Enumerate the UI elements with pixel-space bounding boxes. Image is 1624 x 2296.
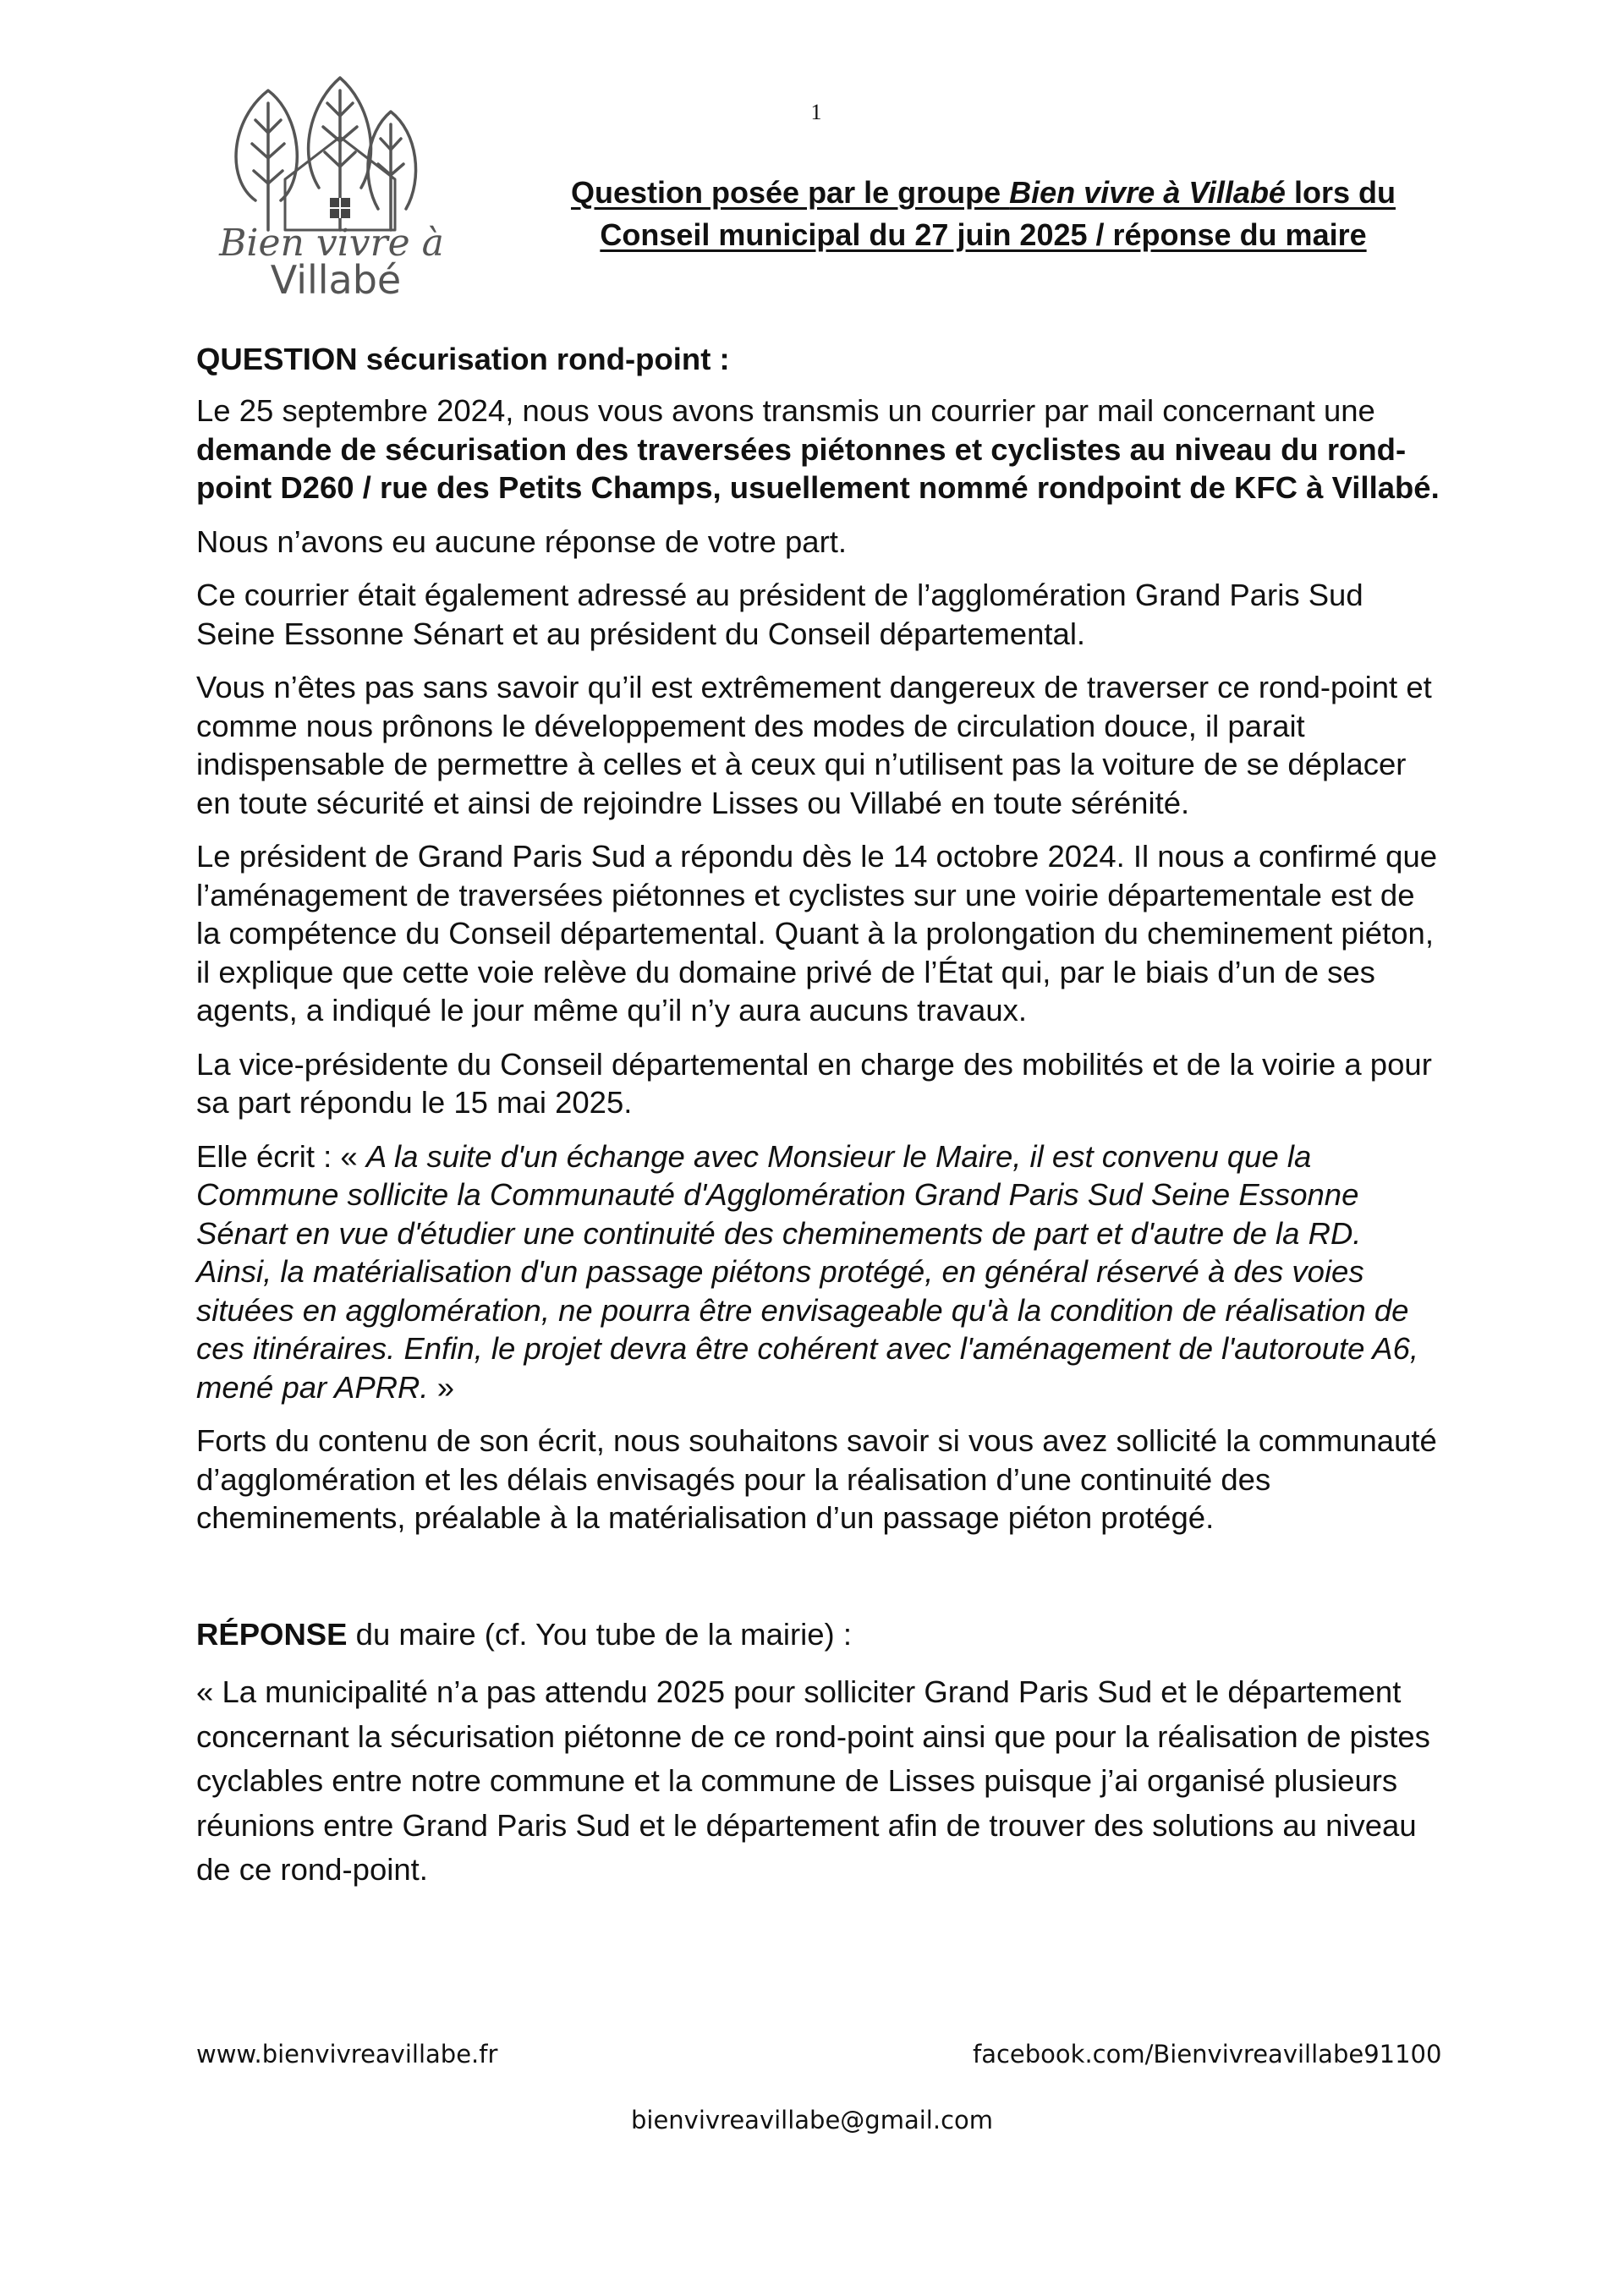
answer-paragraph: « La municipalité n’a pas attendu 2025 pour solliciter Grand Paris Sud et le département concernant la sécurisation piétonne de ce rond-point ainsi que pour la réalisation de pistes cyclables entre notre commune et la commune de Lisses puisque j’ai organisé plusieurs réunions entre Grand Paris Sud et le département afin de trouver des solutions au niveau de ce rond-point. xyxy=(196,1674,1430,1887)
question-paragraph-2: Nous n’avons eu aucune réponse de votre part. xyxy=(196,523,848,559)
footer-email-link[interactable]: bienvivreavillabe@gmail.com xyxy=(630,2106,994,2134)
title-group-name: Bien vivre à Villabé xyxy=(1009,175,1286,210)
bien-vivre-a-villabe-logo xyxy=(196,52,467,298)
title-line-1 xyxy=(499,172,1468,214)
question-paragraph-7 xyxy=(196,1137,1440,1407)
document-body xyxy=(196,340,1440,1908)
footer-website-link[interactable]: www.bienvivreavillabe.fr xyxy=(196,2040,498,2069)
answer-heading-rest: du maire (cf. You tube de la mairie) : xyxy=(347,1616,852,1652)
question-paragraph-8: Forts du contenu de son écrit, nous souhaitons savoir si vous avez sollicité la communauté d’agglomération et les délais envisagés pour la réalisation d’une continuité des cheminements, préalable à la matérialisation d’un passage piéton protégé. xyxy=(196,1423,1437,1535)
logo-text-line2: Villabé xyxy=(270,257,402,298)
page-number: 1 xyxy=(810,100,822,124)
question-paragraph-1-bold: demande de sécurisation des traversées piétonnes et cyclistes au niveau du rond-point D260 / rue des Petits Champs, usuellement nommé rondpoint de KFC à Villabé. xyxy=(196,431,1440,505)
question-heading: QUESTION sécurisation rond-point : xyxy=(196,342,730,376)
question-paragraph-1 xyxy=(196,392,1440,507)
question-paragraph-4: Vous n’êtes pas sans savoir qu’il est extrêmement dangereux de traverser ce rond-point et comme nous prônons le développement des modes de circulation douce, il parait indispensable de permettre à celles et à ceux qui n’utilisent pas la voiture de se déplacer en toute sécurité et ainsi de rejoindre Lisses ou Villabé en toute sérénité. xyxy=(196,670,1432,820)
quote-open: Elle écrit : « xyxy=(196,1138,366,1174)
question-paragraph-3: Ce courrier était également adressé au président de l’agglomération Grand Paris Sud Seine Essonne Sénart et au président du Conseil départemental. xyxy=(196,578,1363,651)
question-paragraph-1-text: Le 25 septembre 2024, nous vous avons transmis un courrier par mail concernant une xyxy=(196,393,1375,428)
title-line-1-suffix: lors du xyxy=(1285,175,1396,210)
title-line-2: Conseil municipal du 27 juin 2025 / réponse du maire xyxy=(600,217,1367,252)
page-title xyxy=(499,172,1468,256)
footer-facebook-link[interactable]: facebook.com/Bienvivreavillabe91100 xyxy=(973,2040,1442,2069)
answer-heading-bold: RÉPONSE xyxy=(196,1616,348,1652)
title-line-1-prefix: Question posée par le groupe xyxy=(571,175,1010,210)
quote-close: » xyxy=(428,1369,454,1405)
logo-text-line1: Bien vivre à xyxy=(219,222,444,265)
quoted-letter: A la suite d'un échange avec Monsieur le Maire, il est convenu que la Commune sollicite la Communauté d'Agglomération Grand Paris Sud Seine Essonne Sénart en vue d'étudier une continuité des cheminements de part et d'autre de la RD. Ainsi, la matérialisation d'un passage piétons protégé, en général réservé à des voies situées en agglomération, ne pourra être envisageable qu'à la condition de réalisation de ces itinéraires. Enfin, le projet devra être cohérent avec l'aménagement de l'autoroute A6, mené par APRR. xyxy=(196,1138,1419,1405)
question-paragraph-6: La vice-présidente du Conseil départemental en charge des mobilités et de la voirie a pour sa part répondu le 15 mai 2025. xyxy=(196,1046,1432,1120)
answer-heading xyxy=(196,1615,1440,1654)
question-paragraph-5: Le président de Grand Paris Sud a répondu dès le 14 octobre 2024. Il nous a confirmé que l’aménagement de traversées piétonnes et cyclistes sur une voirie départementale est de la compétence du Conseil départemental. Quant à la prolongation du cheminement piéton, il explique que cette voie relève du domaine privé de l’État qui, par le biais d’un de ses agents, a indiqué le jour même qu’il n’y aura aucuns travaux. xyxy=(196,839,1438,1027)
